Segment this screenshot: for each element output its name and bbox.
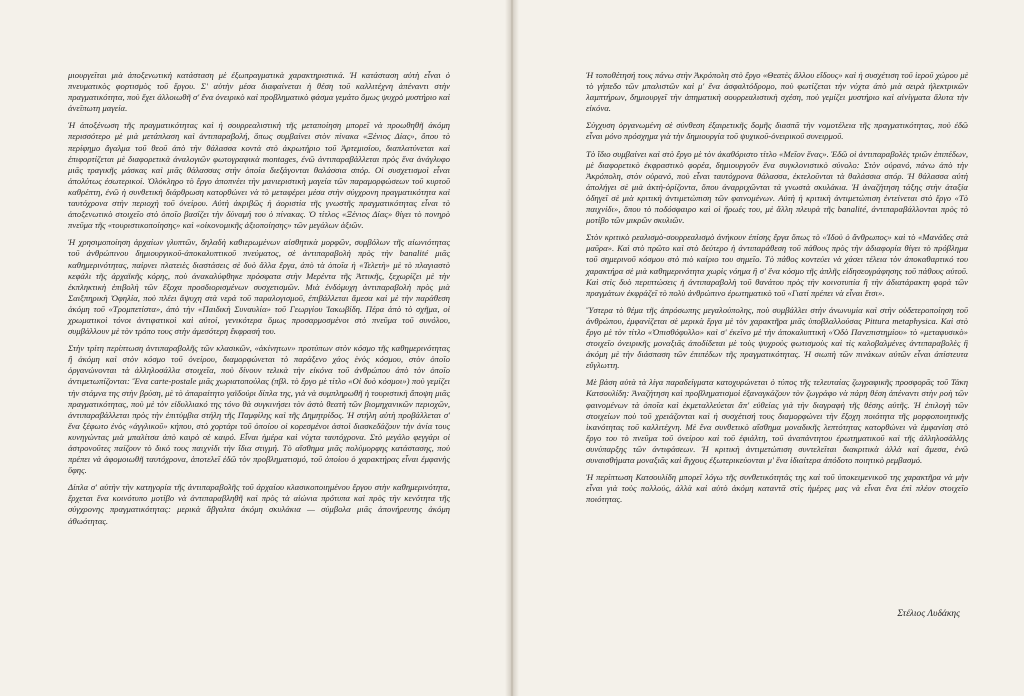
paragraph: Στὸν κριτικὸ ρεαλισμὸ-σουρρεαλισμὸ ἀνήκουν ἐπίσης ἔργα ὅπως τὸ «Ἰδοὺ ὁ ἄνθρωπος» καὶ τὸ «Μανάδες στὰ μαῦρα». Καὶ στὸ πρῶτο καὶ στὸ δεύτερο ἡ ἀντιπαράθεση τοῦ πάθους πρὸς τὴν ἀδιαφορία θίγει τὸ πρόβλημα τοῦ σημερινοῦ κόσμου στὸ πιὸ καίριο του σημεῖο. Τὸ πάθος κοντεύει νὰ χάσει τέλεια τὸν ἀποκαθαρτικό του χαρακτήρα σὲ μιὰ καθημερινότητα χωρὶς νόημα ἢ σ' ἕνα κόσμο τῆς ἁπλῆς εἰδησεογράφησης τοῦ πάθους αὐτοῦ. Καὶ στὶς δυὸ περιπτώσεις ἡ ἀντιπαραβολὴ τοῦ θανάτου πρὸς τὴν κοινοτυπία ἢ τὴν ἀδιατάρακτη φορὰ τῶν πραγμάτων ἐκφράζεῖ τὸ πολὺ ἀνθρώπινο ἐρωτηματικὸ τοῦ «Γιατί πρέπει νὰ εἶναι ἔτσι».: [586, 232, 968, 298]
paragraph: Σύγχυση ὀργανωμένη σὲ σύνθεση ἐξαιρετικῆς δομῆς διασπᾶ τὴν νομοτέλεια τῆς πραγματικότητας, ποὺ ἐδῶ εἶναι μόνο πρόσχημα γιὰ τὴν δημιουργία τοῦ ψυχικοῦ-ὀνειρικοῦ συνειρμοῦ.: [586, 120, 968, 142]
right-text-column: [586, 70, 968, 511]
paragraph: Ἡ ἀποξένωση τῆς πραγματικότητας καὶ ἡ σουρρεαλιστικὴ τῆς μεταποίηση μπορεῖ νὰ προωθηθῆ ἀκόμη περισσότερο μὲ μιὰ μετάπλαση καὶ ἀντιπαραβολή, ὅπως συμβαίνει στὸν πίνακα «Ξένιος Δίας», ὅπου τὸ περίφημο ἄγαλμα τοῦ θεοῦ ἀπὸ τὴν θάλασσα κοντὰ στὸ ἀκρωτήριο τοῦ Ἀρτεμισίου, διαπλατύνεται καὶ ἐπιφορτίζεται μὲ διαφορετικὰ ἀναλογιῶν φωτογραφικὰ montages, ἐνῶ ἀντιπαραβάλλεται πρὸς ἕνα ἀνάγλυφο μιᾶς τραγικῆς μάσκας καὶ μιᾶς θάλασσας στὴν ὁποία διεξάγονται θαλάσσια σπόρ. Οἱ συσχετισμοὶ εἶναι ἀπολύτως ἐσωτερικοί. Ὁλόκληρο τὸ ἔργο ἀποπνέει τὴν μανιεριστικὴ μαγεία τῶν παραμορφώσεων τοῦ κυρτοῦ καθρέπτη, ἐνῶ ἡ συνθετικὴ διάρθρωση κατορθώνει νὰ τὸ μεταφέρει μέσα στὴν σύγχρονη πραγματικότητα καὶ ταυτόχρονα στὴν περιοχὴ τοῦ ὀνείρου. Αὐτὴ ἀκριβῶς ἡ ἀοριστία τῆς γνωστῆς πραγματικότητας εἶναι τὸ ἀποξενωτικὸ στοιχεῖο στὸ ὁποῖο βασίζει τὴν δύναμή του ὁ πίνακας. Ὁ τίτλος «Ξένιος Δίας» θίγει τὸ πονηρὸ πνεῦμα τῆς «τουριστικοποίησης» καὶ «οἰκονομικῆς ἀξιοποίησης» τῶν μεγάλων ἀξιῶν.: [68, 120, 450, 231]
paragraph: Μὲ βάση αὐτὰ τὰ λίγα παραδείγματα κατοχυρώνεται ὁ τύπος τῆς τελευταίας ζωγραφικῆς προσφορᾶς τοῦ Τάκη Κατσουλίδη: Ἀναζήτηση καὶ προβληματισμοὶ ἐξαναγκάζουν τὸν ζωγράφο νὰ πάρη θέση ἀπέναντι στὴν ροὴ τῶν φαινομένων τὰ ὁποῖα καὶ ἐκμεταλλεύεται ἄπ' εὐθείας γιὰ τὴν διαγραφὴ τῆς θέσης αὐτῆς. Ἡ ἐπιλογὴ τῶν στοιχείων ποὺ τοῦ χρειάζονται καὶ ἡ συσχέτισή τους διαμορφώνει τὴν ἔξοχη ποιότητα τῆς μορφοποιητικῆς ἱκανότητας τοῦ καλλιτέχνη. Μὲ ἕνα συνθετικὸ αἴσθημα μοναδικῆς λεπτότητας κατορθώνει νὰ ἐμφανίση στὸ ἔργο του τὸ πνεῦμα τοῦ ὀνείρου καὶ τοῦ ἐφιάλτη, τοῦ ἀναπάντητου ἐρωτηματικοῦ καὶ τῆς ἀλληλοσάλλης συνύπαρξης τῶν ἀντιφάσεων. Ἡ κριτικὴ ἀντιμετώπιση συντελεῖται διακριτικὰ ἀλλὰ καὶ ἄμεσα, ἐνῶ συναισθήματα μοναξιᾶς καὶ ἄγχους ἐξωτερικεύονται μ' ἕνα ἰδιαίτερα ἀπόδοτο ποιητικὸ ρεμβασμό.: [586, 377, 968, 465]
paragraph: Δίπλα σ' αὐτὴν τὴν κατηγορία τῆς ἀντιπαραβολῆς τοῦ ἀρχαίου κλασικοποιημένου ἔργου στὴν καθημερινότητα, ἔρχεται ἕνα κοινότυπο μοτίβο νὰ ἀντιπαραβληθῆ καὶ πρὸς τὰ αἰώνια πρότυπα καὶ πρὸς τὴν κενότητα τῆς σύγχρονης πραγματικότητας: μερικὰ ἄβγαλτα ἀκόμη σκυλάκια — σύμβολα μιᾶς ἀπονήρευτης ἀκόμη ἀθωότητας.: [68, 482, 450, 526]
author-signature: Στέλιος Λυδάκης: [897, 609, 960, 619]
right-page: [513, 0, 1024, 696]
left-page: [0, 0, 511, 696]
paragraph: μιουργεῖται μιὰ ἀποξενωτικὴ κατάσταση μὲ ἐξωπραγματικὰ χαρακτηριστικά. Ἡ κατάσταση αὐτὴ εἶναι ὁ πνευματικὸς φορτισμὸς τοῦ ἔργου. Σ' αὐτὴν μέσα διαφαίνεται ἡ θέση τοῦ καλλιτέχνη ἀπέναντι στὴν πραγματικότητα, ποὺ ἔχει ἀλλοιωθῆ σ' ἕνα ὀνειρικὸ καὶ προβληματικὸ φάσμα γεμάτο ὅμως ψυχρὸ μυστήριο καὶ ἀνεῖπωτη μαγεία.: [68, 70, 450, 114]
paragraph: Ἡ τοποθέτησή τους πάνω στὴν Ἀκρόπολη στὸ ἔργο «Θεατὲς ἄλλου εἴδους» καὶ ἡ συσχέτιση τοῦ ἱεροῦ χώρου μὲ τὸ γήπεδο τῶν μπαλιστῶν καὶ μ' ἕνα ἀσφαλτόδρομο, ποὺ φωτίζεται τὴν νύχτα ἀπὸ μιὰ σειρὰ ἠλεκτρικῶν λαμπτήρων, δημιουργεῖ τὴν ἀπηματικὴ σουρρεαλιστικὴ σχέση, ποὺ γεμίζει μυστήριο καὶ αἰνίγματα ἄλυτα τὴν εἰκόνα.: [586, 70, 968, 114]
paragraph: Ἡ περίπτωση Κατσουλίδη μπορεῖ λόγω τῆς συνθετικότητάς της καὶ τοῦ ὑποκειμενικοῦ της χαρακτῆρα νὰ μὴν εἶναι γιὰ τοὺς πολλούς, ἀλλὰ καὶ αὐτὸ ἀκόμη καταντᾶ στὶς ἡμέρες μας νὰ εἶναι ἕνα ἐπὶ πλέον στοιχεῖο ποιότητας.: [586, 472, 968, 505]
book-gutter: [505, 0, 519, 696]
paragraph: Ὕστερα τὸ θέμα τῆς ἀπρόσωπης μεγαλούπολης, ποὺ συμβάλλει στὴν ἀνωνυμία καὶ στὴν οὐδετεροποίηση τοῦ ἀνθρώπου, ἐμφανίζεται σὲ μερικὰ ἔργα μὲ τὸν χαρακτῆρα μιᾶς ὑποβλαλλούσας Pittura metaphysica. Καὶ στὸ ἔργο μὲ τὸν τίτλο «Ὀπισθόφυλλο» καὶ σ' ἐκεῖνο μὲ τὴν ἀποκαλυπτικὴ «Ὁδὸ Πανεπιστημίου» τὸ «μεταφυσικὸ» στοιχεῖο ὀνειρικῆς μοναξιᾶς ἀποδίδεται μὲ τοὺς ψυχροὺς φωτισμοὺς καὶ τὶς καλοβαλμένες ἀντιπαραβολὲς ἢ ἀκόμη μὲ τὴν διάσπαση τῶν ἐπιπέδων τῆς πραγματικότητας. Ἡ σιωπὴ τῶν πινάκων αὐτῶν εἶναι ἀπίστευτα εὔγλωττη.: [586, 304, 968, 371]
paragraph: Τὸ ἴδιο συμβαίνει καὶ στὸ ἔργο μὲ τὸν ἀκαθόριστο τίτλο «Μεῖον ἕνας». Ἐδῶ οἱ ἀντιπαραβολὲς τριῶν ἐπιπέδων, μὲ διαφορετικὸ ἐκφραστικὸ φορέα, δημιουργοῦν ἕνα συγκλονιστικὸ σύνολο: Στὸν οὐρανό, πάνω ἀπὸ τὴν Ἀκρόπολη, στὸν οὐρανό, ποὺ εἶναι ταυτόχρονα θάλασσα, ἐκτελοῦνται τὰ θαλάσσια σπόρ. Ἡ θάλασσα αὐτὴ ἀπολήγει σὲ μιὰ ἀκτὴ-ὁρίζοντα, ὅπου ἀναρριχῶνται τὰ γνωστὰ σκυλάκια. Ἡ ἀναζήτηση τάξης στὴν ἀταξία ὁδηγεῖ σὲ μιὰ κριτικὴ ἀντιμετώπιση τῶν φαινομένων. Αὐτὴ ἡ κριτικὴ ἀντιμετώπιση ἐντείνεται στὸ ἔργο «Τὸ παιχνίδι», ὅπου τὸ ποδόσφαιρο καὶ οἱ ἥρωές του, μὲ ἄλλη πλευρὰ τῆς banalité, ἀντιπαραβάλλονται πρὸς τὸ μοτίβο τῶν μικρῶν σκυλιῶν.: [586, 148, 968, 226]
paragraph: Στὴν τρίτη περίπτωση ἀντιπαραβολῆς τῶν κλασικῶν, «ἀκίνητων» προτύπων στὸν κόσμο τῆς καθημερινότητας ἢ ἀκόμη καὶ στὸν κόσμο τοῦ ὀνείρου, διαμορφώνεται τὸ παράξενο χάος ἑνὸς κόσμου, στὸν ὁποῖο ὀργανώνονται τὰ ἀλληλοσάλλα στοιχεῖα, ποὺ δίνουν τελικὰ τὴν εἰκόνα τοῦ ἀνθρώπου ἀπὸ τὸν ὁποῖο ἀντιμετωπίζονται: Ἕνα carte-postale μιᾶς χωριατοπούλας (πβλ. τὸ ἔργο μὲ τίτλο «Οἱ δυὸ κόσμοι») ποὺ γεμίζει τὴν στάμνα της στὴν βρύση, μὲ τὸ ἀπαραίτητο γαϊδούρι δίπλα της, γιὰ νὰ συμπληρωθῆ ἡ τουριστικὴ ἄποψη μιᾶς πραγματικότητας, ποὺ μὲ τὸν εἰδυλλιακό της τόνο θὰ συγκινήσει τὸν ἀστὸ θεατὴ τῶν βιομηχανικῶν περιοχῶν, ἀντιπαραβάλλεται πρὸς τὴν ἐπιτύμβια στήλη τῆς Παμφίλης καὶ τῆς Δημητρίδος. Ἡ στήλη αὐτὴ προβάλλεται σ' ἕνα ξέφωτο ἑνὸς «ἀγγλικοῦ» κήπου, στὸ χορτάρι τοῦ ὁποίου οἱ κορεσμένοι ἀστοὶ διασκεδάζουν τὴν ἀνία τους κυνηγώντας μιὰ μπαλίτσα ἀπὸ καιρὸ σὲ καιρό. Εἶναι ἡμέρα καὶ νύχτα ταυτόχρονα. Στὸ μεγάλο φεγγάρι οἱ ἀστρονοῦτες παίζουν τὸ δικό τους παιχνίδι τὴν ἴδια στιγμή. Τὸ αἴσθημα μιᾶς πολύμορφης κατάστασης, ποὺ πρέπει νὰ ἀφομοιωθῆ ταυτόχρονα, ἀποτελεῖ ἐδῶ τὸν προβληματισμό, τοῦ ὁποίου ὁ χαρακτήρας εἶναι ἐμφανὴς ὕφης.: [68, 343, 450, 476]
left-text-column: [68, 70, 450, 533]
paragraph: Ἡ χρησιμοποίηση ἀρχαίων γλυπτῶν, δηλαδὴ καθιερωμένων αἰσθητικὰ μορφῶν, συμβόλων τῆς αἰωνιότητας τοῦ ἀνθρώπινου δημιουργικοῦ-ἀποκαλυπτικοῦ πνεύματος, σὲ ἀντιπαραβολὴ πρὸς τὴν banalité μιᾶς καθημερινότητας, παίρνει πλατειὲς διαστάσεις σὲ δυὸ ἄλλα ἔργα, ἀπὸ τὰ ὁποῖα ἡ «Τελετὴ» μὲ τὸ πλαγιαστὸ κεφάλι τῆς ἀρχαϊκῆς κόρης, ποὺ ἀνακαλύφθηκε πρόσφατα στὴν Μερέντα τῆς Ἀττικῆς, ξεχωρίζει μὲ τὴν ἐκπληκτικὴ ἐπιβολὴ τῶν ἔξοχα προσδιορισμένων συσχετισμῶν. Μιὰ ἐνδόμυχη ἀντιπαραβολὴ πρὸς μιὰ Σαιξπηρικὴ Ὀφηλία, ποὺ πλέει ἄψυχη στὰ νερά τοῦ παραλογισμοῦ, ἐπιβάλλεται ἄμεσα καὶ μὲ τὴν παράθεση ἀκόμη τοῦ «Τρομπετίστα», ἀπὸ τὴν «Παιδικὴ Συναυλία» τοῦ Γεωργίου Ἰακωβίδη. Πέρα ἀπὸ τὸ σχῆμα, οἱ χρωματικοὶ τόνοι ἀντιφατικοὶ καὶ αὐτοί, γενικότερα ὅμως προσαρμοσμένοι στὸ πνεῦμα τοῦ συνόλου, συμβάλλουν μὲ τὸν τρόπο τους στὴν ἀμεσότερη ἔκφρασή του.: [68, 237, 450, 337]
